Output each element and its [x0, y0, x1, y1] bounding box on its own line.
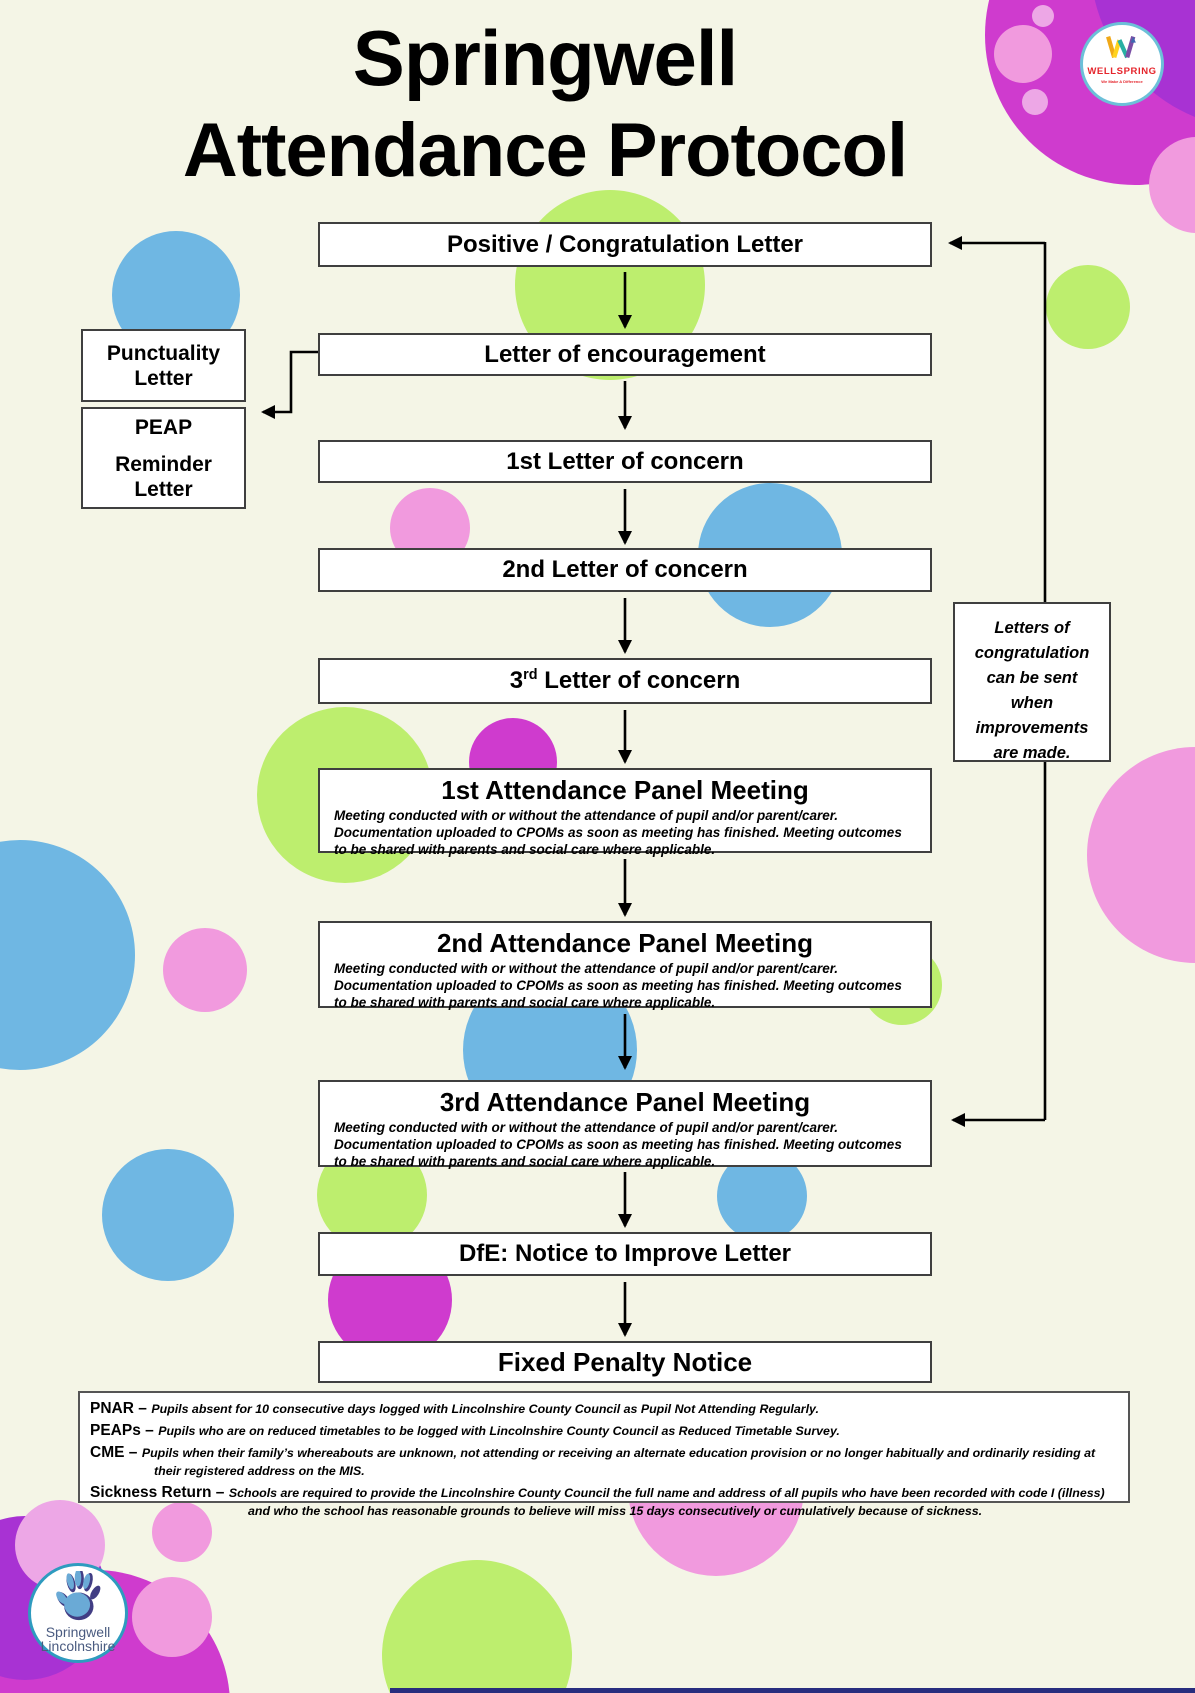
side-box-punctuality-letter [81, 329, 246, 402]
legend-term: PEAPs – [90, 1422, 154, 1439]
legend-entry-cme [90, 1444, 1118, 1480]
flow-box-fixed-penalty [318, 1341, 932, 1383]
flow-box-encouragement-letter [318, 333, 932, 376]
legend-entry-peaps [90, 1422, 1118, 1440]
flow-box-panel-meeting-2 [318, 921, 932, 1008]
panel-heading: 1st Attendance Panel Meeting [441, 775, 809, 805]
legend-entry-sickness-return [90, 1484, 1118, 1520]
flow-box-positive-letter [318, 222, 932, 267]
legend-box [78, 1391, 1130, 1518]
flow-box-label: 2nd Letter of concern [502, 556, 748, 583]
title-line2: Attendance Protocol [182, 108, 908, 193]
handprint-icon [52, 1571, 104, 1621]
flow-box-panel-meeting-1 [318, 768, 932, 857]
flow-box-concern-letter-3 [318, 658, 932, 704]
note-box-congratulation [953, 602, 1111, 762]
wellspring-name: WELLSPRING [1087, 66, 1157, 77]
flow-box-label: 3rd Letter of concern [509, 667, 741, 694]
legend-definition: Pupils when their family’s whereabouts are unknown, not attending or receiving an alternate education provision or no longer habitually and ordinarily residing at their registered address on the MIS. [141, 1446, 1096, 1478]
panel-description: Meeting conducted with or without the attendance of pupil and/or parent/carer. Documentation uploaded to CPOMs as soon as meeting has finished. Meeting outcomes to be shared with parents and social care where applicable. [334, 961, 902, 1010]
flow-box-concern-letter-1 [318, 440, 932, 483]
legend-term: CME – [90, 1444, 138, 1461]
flow-box-label: Letter of encouragement [484, 340, 766, 368]
title-line1: Springwell [352, 14, 738, 102]
springwell-lincolnshire-logo [28, 1563, 128, 1663]
flow-box-dfe-notice [318, 1232, 932, 1276]
legend-definition: Pupils who are on reduced timetables to be logged with Lincolnshire County Council as Reduced Timetable Survey. [158, 1424, 840, 1438]
flow-box-label: Positive / Congratulation Letter [446, 230, 804, 258]
note-text: Letters of congratulation can be sent when improvements are made. [974, 619, 1090, 762]
arrow-encouragement-to-peap [263, 352, 318, 412]
wellspring-w-icon [1104, 34, 1140, 60]
legend-term: Sickness Return – [90, 1484, 225, 1501]
legend-definition: Pupils absent for 10 consecutive days logged with Lincolnshire County Council as Pupil Not Attending Regularly. [151, 1402, 819, 1416]
side-box-label: PEAP [134, 416, 193, 439]
legend-entry-pnar [90, 1400, 1118, 1418]
side-box-peap-reminder [81, 407, 246, 509]
legend-definition: Schools are required to provide the Lincolnshire County Council the full name and address of all pupils who have been recorded with code I (illness) and who the school has reasonable grounds to believe will miss 15 days consecutively or cumulatively because of sickness. [228, 1486, 1105, 1518]
side-box-label: Punctuality Letter [106, 341, 221, 390]
panel-heading: 3rd Attendance Panel Meeting [439, 1087, 811, 1117]
wellspring-logo [1080, 22, 1164, 106]
wellspring-tagline: We Make A Difference [1101, 79, 1143, 84]
page-title [45, 8, 1045, 194]
flow-box-label: 1st Letter of concern [506, 447, 744, 475]
flow-box-label: DfE: Notice to Improve Letter [458, 1240, 792, 1267]
side-box-label: Reminder Letter [115, 453, 212, 501]
springwell-name-line2: Lincolnshire [40, 1638, 116, 1654]
panel-heading: 2nd Attendance Panel Meeting [436, 928, 814, 958]
flow-box-panel-meeting-3 [318, 1080, 932, 1167]
flow-box-concern-letter-2 [318, 548, 932, 592]
legend-term: PNAR – [90, 1400, 147, 1417]
springwell-name-line1: Springwell [45, 1624, 111, 1640]
panel-description: Meeting conducted with or without the attendance of pupil and/or parent/carer. Documentation uploaded to CPOMs as soon as meeting has finished. Meeting outcomes to be shared with parents and social care where applicable. [334, 808, 902, 857]
footer-bar [390, 1688, 1195, 1693]
panel-description: Meeting conducted with or without the attendance of pupil and/or parent/carer. Documentation uploaded to CPOMs as soon as meeting has finished. Meeting outcomes to be shared with parents and social care where applicable. [334, 1120, 902, 1169]
flow-box-label: Fixed Penalty Notice [497, 1346, 753, 1377]
